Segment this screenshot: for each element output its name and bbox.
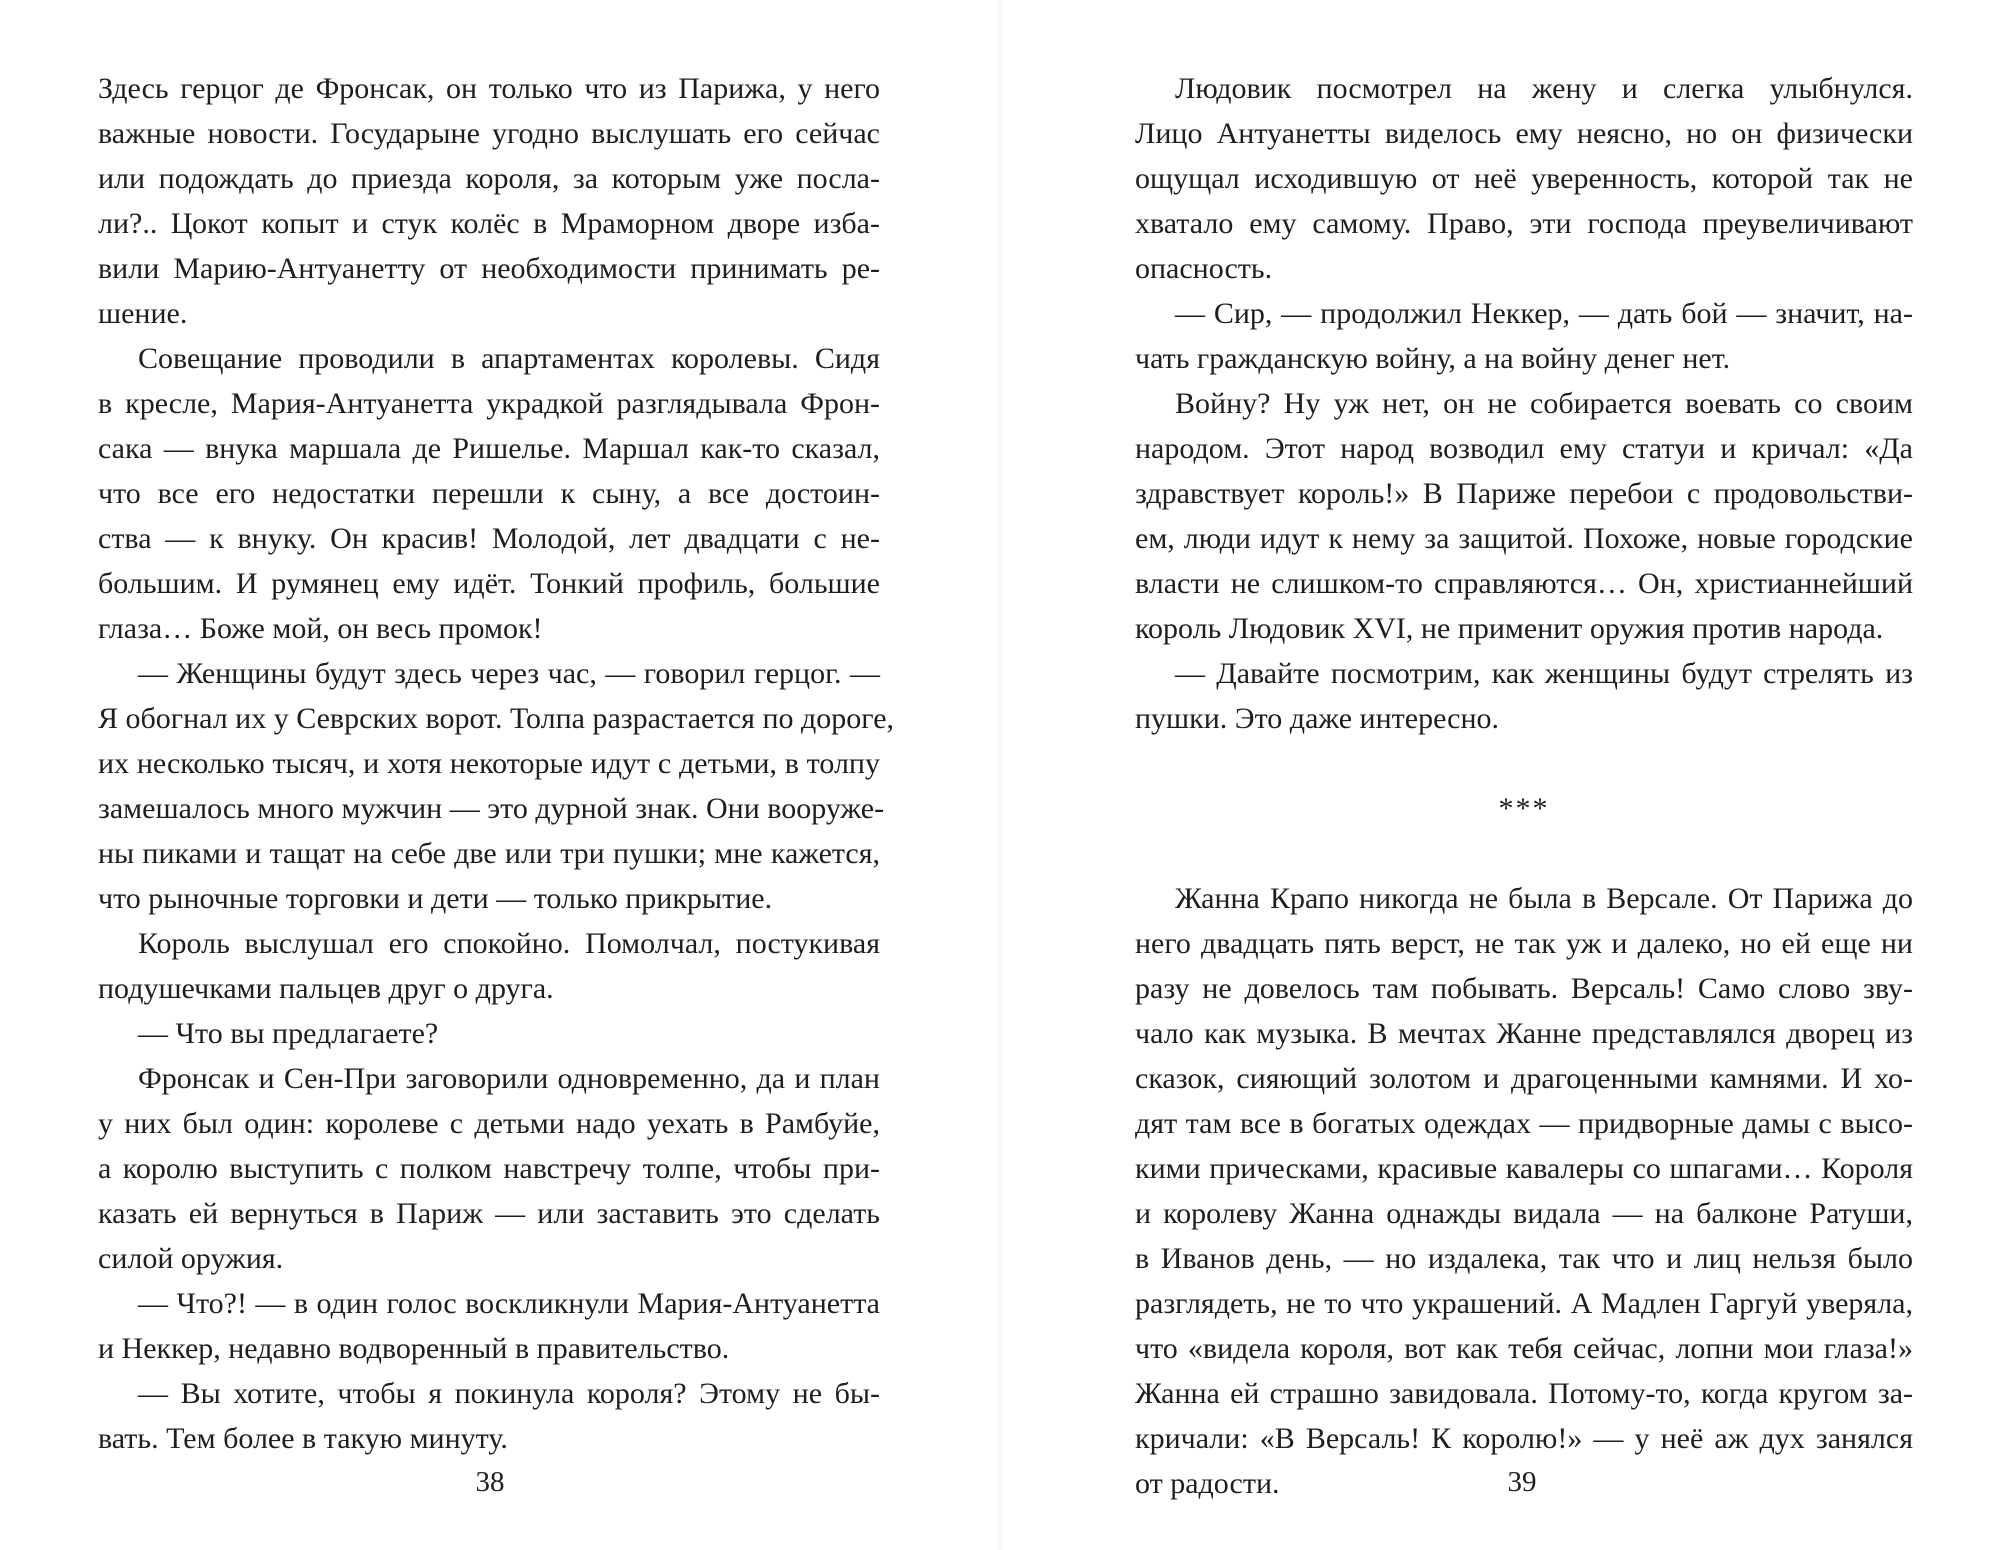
text-line: и королеву Жанна однажды видала — на балконе Ратуши, — [1135, 1197, 1913, 1230]
text-line: ем, люди идут к нему за защитой. Похоже, новые городские — [1135, 522, 1913, 555]
text-line: замешалось много мужчин — это дурной знак. Они вооруже- — [98, 792, 885, 825]
text-line: Жанна ей страшно завидовала. Потому-то, когда кругом за- — [1135, 1377, 1913, 1410]
text-line: Король выслушал его спокойно. Помолчал, постукивая — [138, 927, 880, 960]
text-line: вили Марию-Антуанетту от необходимости принимать ре- — [98, 252, 880, 285]
page-number-right: 39 — [1507, 1466, 1537, 1498]
text-line: — Что вы предлагаете? — [138, 1017, 439, 1050]
text-line: вать. Тем более в такую минуту. — [98, 1422, 508, 1455]
text-line: в кресле, Мария-Антуанетта украдкой разглядывала Фрон- — [98, 387, 880, 420]
text-line: разу не довелось там побывать. Версаль! Само слово зву- — [1135, 972, 1913, 1005]
text-line: что рыночные торговки и дети — только прикрытие. — [98, 882, 773, 915]
text-line: здравствует король!» В Париже перебои с продовольстви- — [1135, 477, 1913, 510]
text-line: в Иванов день, — но издалека, так что и лиц нельзя было — [1135, 1242, 1913, 1275]
text-line: Жанна Крапо никогда не была в Версале. От Парижа до — [1175, 882, 1913, 915]
text-line: их несколько тысяч, и хотя некоторые идут с детьми, в толпу — [98, 747, 880, 780]
text-line: большим. И румянец ему идёт. Тонкий профиль, большие — [98, 567, 880, 600]
text-line: Здесь герцог де Фронсак, он только что из Парижа, у него — [98, 72, 880, 105]
text-line: пушки. Это даже интересно. — [1135, 702, 1499, 735]
text-line: кричали: «В Версаль! К королю!» — у неё аж дух занялся — [1135, 1422, 1913, 1455]
text-line: король Людовик XVI, не применит оружия против народа. — [1135, 612, 1884, 645]
text-line: хватало ему самому. Право, эти господа преувеличивают — [1135, 207, 1913, 240]
text-line: Фронсак и Сен-При заговорили одновременно, да и план — [138, 1062, 880, 1095]
text-line: сказок, сияющий золотом и драгоценными камнями. И хо- — [1135, 1062, 1913, 1095]
text-line: глаза… Боже мой, он весь промок! — [98, 612, 543, 645]
text-line: — Женщины будут здесь через час, — говорил герцог. — — [138, 657, 880, 690]
text-line: у них был один: королеве с детьми надо уехать в Рамбуйе, — [98, 1107, 880, 1140]
text-line: Лицо Антуанетты виделось ему неясно, но он физически — [1135, 117, 1913, 150]
text-line: Войну? Ну уж нет, он не собирается воевать со своим — [1175, 387, 1913, 420]
text-line: — Вы хотите, чтобы я покинула короля? Этому не бы- — [138, 1377, 880, 1410]
text-line: ли?.. Цокот копыт и стук колёс в Мраморном дворе изба- — [98, 207, 880, 240]
right-page-text — [1135, 66, 1913, 1506]
section-break: *** — [1498, 792, 1550, 825]
text-line: казать ей вернуться в Париж — или заставить это сделать — [98, 1197, 880, 1230]
text-line: Людовик посмотрел на жену и слегка улыбнулся. — [1175, 72, 1913, 105]
text-line: — Что?! — в один голос воскликнули Мария-Антуанетта — [138, 1287, 880, 1320]
text-line: и Неккер, недавно водворенный в правительство. — [98, 1332, 730, 1365]
text-line: подушечками пальцев друг о друга. — [98, 972, 554, 1005]
page-number-left: 38 — [475, 1466, 505, 1498]
text-line: важные новости. Государыне угодно выслушать его сейчас — [98, 117, 880, 150]
text-line: него двадцать пять верст, не так уж и далеко, но ей еще ни — [1135, 927, 1913, 960]
text-line: от радости. — [1135, 1467, 1280, 1500]
text-line: народом. Этот народ возводил ему статуи и кричал: «Да — [1135, 432, 1913, 465]
text-line: чало как музыка. В мечтах Жанне представлялся дворец из — [1135, 1017, 1913, 1050]
spacer — [1135, 831, 1913, 876]
text-line: разглядеть, не то что украшений. А Мадлен Гаргуй уверяла, — [1135, 1287, 1913, 1320]
text-line: ощущал исходившую от неё уверенность, которой так не — [1135, 162, 1913, 195]
text-line: Совещание проводили в апартаментах королевы. Сидя — [138, 342, 880, 375]
text-line: ны пиками и тащат на себе две или три пушки; мне кажется, — [98, 837, 880, 870]
text-line: дят там все в богатых одеждах — придворные дамы с высо- — [1135, 1107, 1913, 1140]
text-line: опасность. — [1135, 252, 1273, 285]
text-line: силой оружия. — [98, 1242, 284, 1275]
text-line: а королю выступить с полком навстречу толпе, чтобы при- — [98, 1152, 880, 1185]
text-line: власти не слишком-то справляются… Он, христианнейший — [1135, 567, 1913, 600]
text-line: сака — внука маршала де Ришелье. Маршал как-то сказал, — [98, 432, 880, 465]
text-line: Я обогнал их у Севрских ворот. Толпа разрастается по дороге, — [98, 702, 895, 735]
text-line: шение. — [98, 297, 188, 330]
left-page-text — [98, 66, 895, 1461]
right-page — [1000, 0, 2000, 1550]
text-line: кими прическами, красивые кавалеры со шпагами… Короля — [1135, 1152, 1913, 1185]
text-line: что все его недостатки перешли к сыну, а все достоин- — [98, 477, 880, 510]
text-line: — Сир, — продолжил Неккер, — дать бой — значит, на- — [1175, 297, 1913, 330]
text-line: ства — к внуку. Он красив! Молодой, лет двадцати с не- — [98, 522, 880, 555]
text-line: что «видела короля, вот как тебя сейчас, лопни мои глаза!» — [1135, 1332, 1913, 1365]
text-line: — Давайте посмотрим, как женщины будут стрелять из — [1175, 657, 1913, 690]
text-line: или подождать до приезда короля, за которым уже посла- — [98, 162, 880, 195]
text-line: чать гражданскую войну, а на войну денег нет. — [1135, 342, 1731, 375]
spacer — [1135, 741, 1913, 786]
